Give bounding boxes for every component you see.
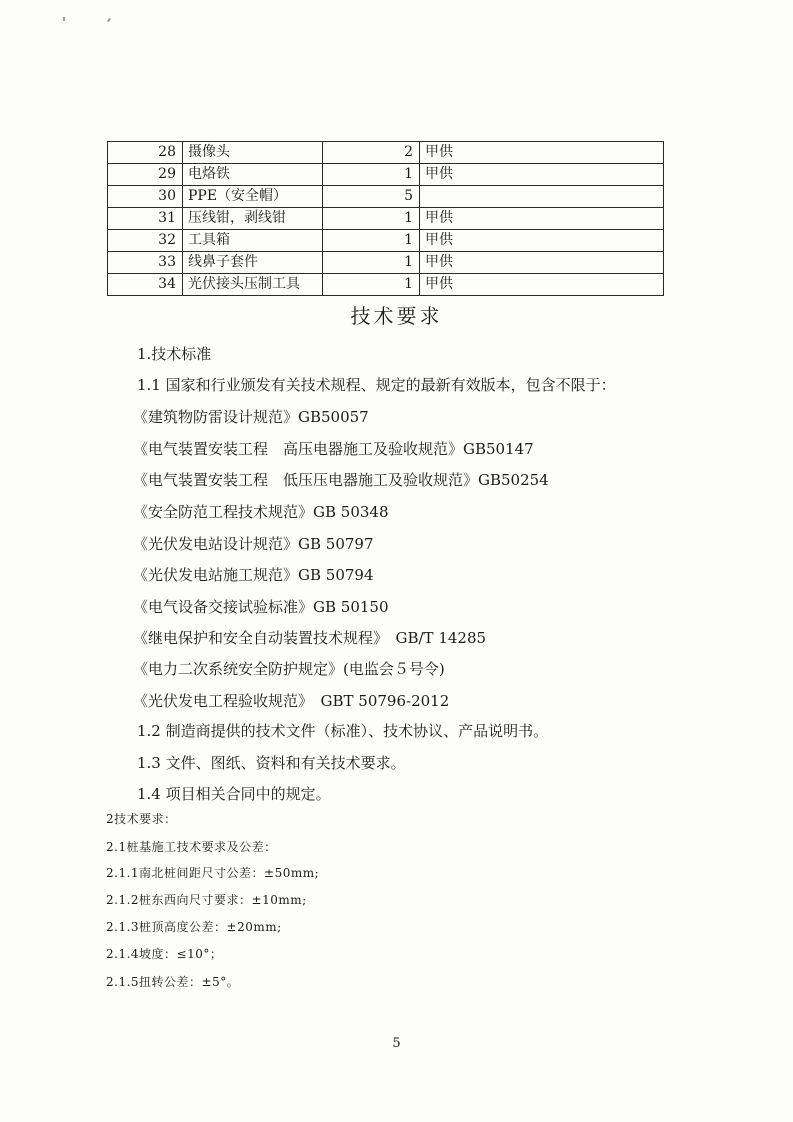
standard-item: 《电气装置安装工程 低压压电器施工及验收规范》GB50254 <box>133 471 549 489</box>
item-name: 摄像头 <box>183 142 323 164</box>
item-note: 甲供 <box>420 252 664 274</box>
item-note: 甲供 <box>420 142 664 164</box>
equipment-table-body <box>108 142 664 296</box>
row-number: 33 <box>108 252 183 274</box>
standard-item: 《光伏发电工程验收规范》 GBT 50796-2012 <box>133 692 450 710</box>
row-number: 34 <box>108 274 183 296</box>
table-row <box>108 274 664 296</box>
item-note: 甲供 <box>420 208 664 230</box>
standard-item: 《电力二次系统安全防护规定》(电监会５号令) <box>133 660 445 678</box>
row-number: 28 <box>108 142 183 164</box>
item-quantity: 1 <box>323 230 420 252</box>
item-name: 光伏接头压制工具 <box>183 274 323 296</box>
item-name: PPE（安全帽） <box>183 186 323 208</box>
item-quantity: 5 <box>323 186 420 208</box>
item-quantity: 2 <box>323 142 420 164</box>
standards-clause-1-4: 1.4 项目相关合同中的规定。 <box>137 785 331 803</box>
scan-speck <box>63 17 65 21</box>
table-row <box>108 186 664 208</box>
item-note: 甲供 <box>420 164 664 186</box>
requirements-clause-2-1-5: 2.1.5扭转公差：±5°。 <box>106 975 240 989</box>
requirements-clause-2-1-3: 2.1.3桩顶高度公差：±20mm; <box>106 920 282 934</box>
page-number: 5 <box>392 1036 401 1051</box>
item-name: 线鼻子套件 <box>183 252 323 274</box>
item-name: 工具箱 <box>183 230 323 252</box>
requirements-clause-2-1-4: 2.1.4坡度：≤10°； <box>106 947 223 961</box>
item-note <box>420 186 664 208</box>
item-name: 电烙铁 <box>183 164 323 186</box>
table-row <box>108 252 664 274</box>
item-note: 甲供 <box>420 274 664 296</box>
standard-item: 《电气装置安装工程 高压电器施工及验收规范》GB50147 <box>133 440 534 458</box>
standards-intro: 1.1 国家和行业颁发有关技术规程、规定的最新有效版本，包含不限于： <box>137 376 616 394</box>
table-row <box>108 164 664 186</box>
standards-clause-1-3: 1.3 文件、图纸、资料和有关技术要求。 <box>137 754 406 772</box>
standard-item: 《光伏发电站设计规范》GB 50797 <box>133 535 374 553</box>
standards-heading: 1.技术标准 <box>137 345 212 363</box>
row-number: 29 <box>108 164 183 186</box>
standard-item: 《安全防范工程技术规范》GB 50348 <box>133 503 389 521</box>
section-title: 技术要求 <box>350 304 443 328</box>
requirements-clause-2-1-1: 2.1.1南北桩间距尺寸公差：±50mm; <box>106 866 320 880</box>
item-quantity: 1 <box>323 164 420 186</box>
item-quantity: 1 <box>323 252 420 274</box>
item-name: 压线钳，剥线钳 <box>183 208 323 230</box>
row-number: 32 <box>108 230 183 252</box>
scan-speck <box>107 18 111 22</box>
standard-item: 《光伏发电站施工规范》GB 50794 <box>133 566 374 584</box>
requirements-clause-2-1: 2.1桩基施工技术要求及公差： <box>106 840 277 854</box>
table-row <box>108 230 664 252</box>
item-quantity: 1 <box>323 274 420 296</box>
standards-clause-1-2: 1.2 制造商提供的技术文件（标准）、技术协议、产品说明书。 <box>137 722 549 740</box>
standard-item: 《继电保护和安全自动装置技术规程》 GB/T 14285 <box>133 629 487 647</box>
table-row <box>108 142 664 164</box>
row-number: 30 <box>108 186 183 208</box>
requirements-clause-2-1-2: 2.1.2桩东西向尺寸要求：±10mm; <box>106 893 307 907</box>
requirements-heading: 2技术要求： <box>106 812 177 826</box>
equipment-table <box>107 141 664 296</box>
table-row <box>108 208 664 230</box>
row-number: 31 <box>108 208 183 230</box>
item-note: 甲供 <box>420 230 664 252</box>
standard-item: 《电气设备交接试验标准》GB 50150 <box>133 598 389 616</box>
standard-item: 《建筑物防雷设计规范》GB50057 <box>133 408 369 426</box>
item-quantity: 1 <box>323 208 420 230</box>
